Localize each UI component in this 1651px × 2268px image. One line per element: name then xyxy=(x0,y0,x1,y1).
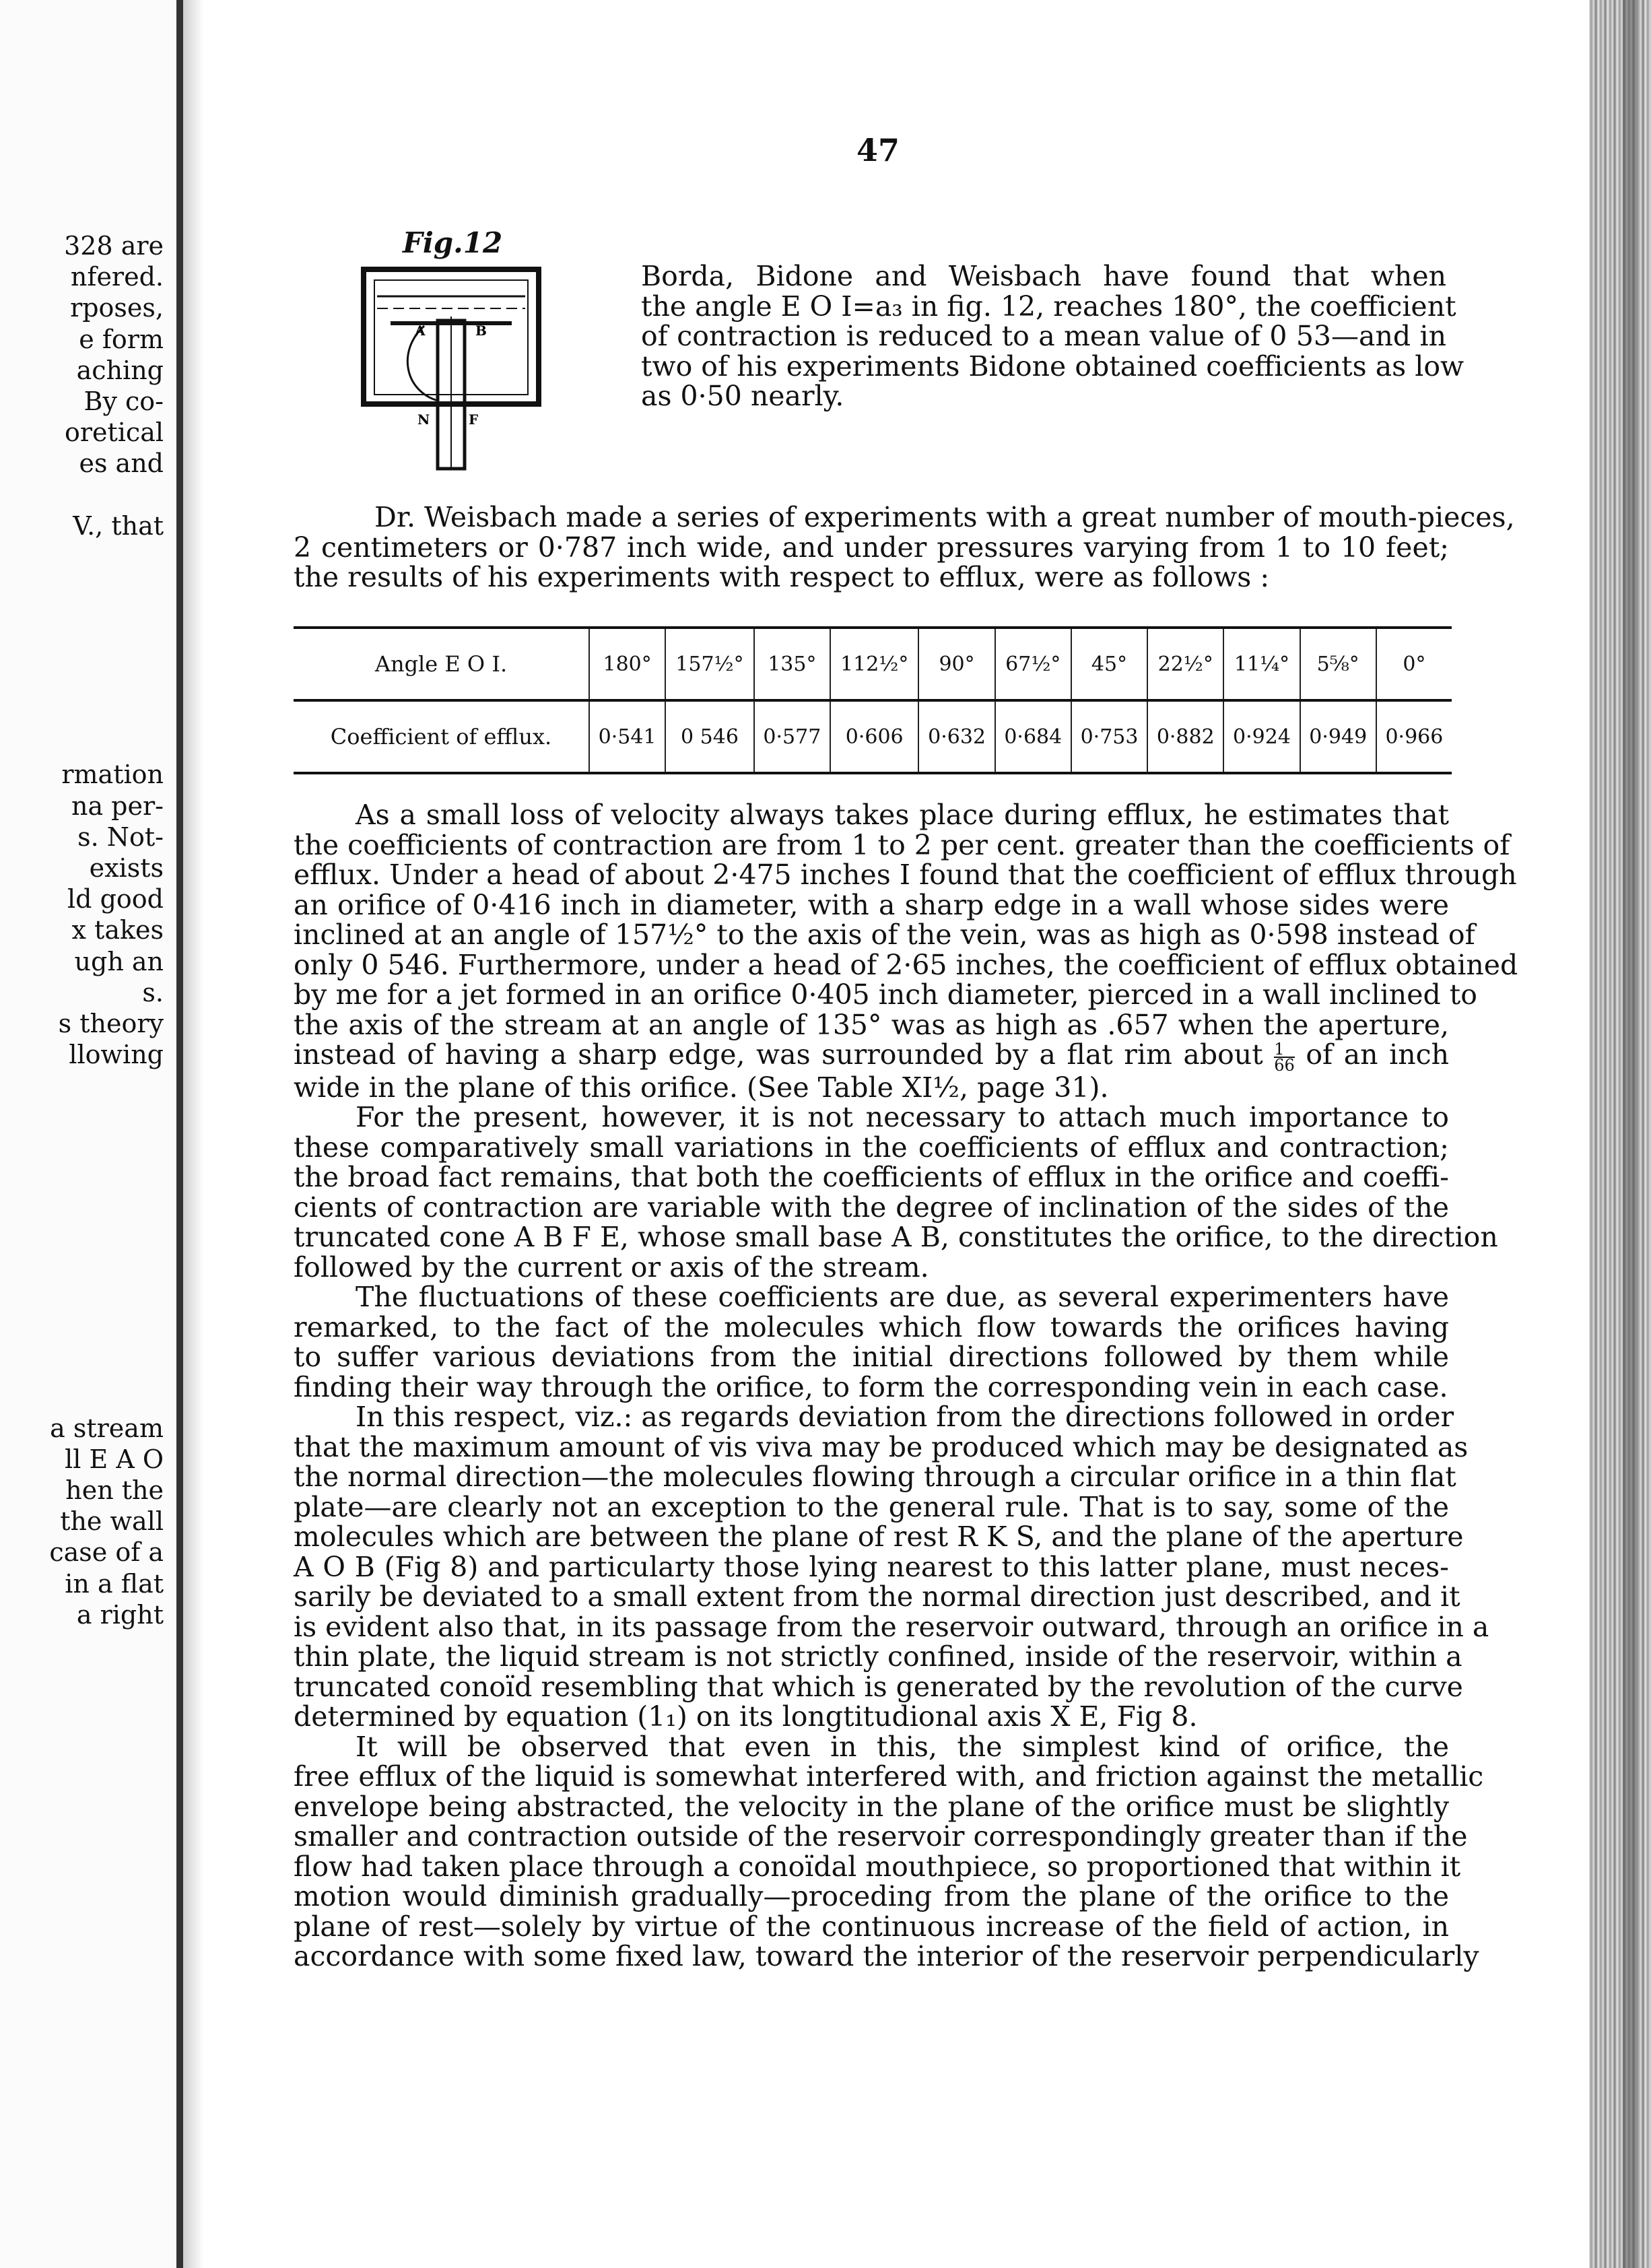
body-line: It will be observed that even in this, the simplest kind of orifice, the xyxy=(356,1730,1449,1763)
angle-cell: 135° xyxy=(754,628,830,700)
facing-page-line: na per- xyxy=(71,791,164,821)
fraction-numerator: 1 xyxy=(1274,1042,1295,1058)
coefficient-cell: 0·684 xyxy=(995,700,1071,773)
body-line: cients of contraction are variable with the degree of inclination of the sides of the xyxy=(294,1191,1449,1224)
table-row-angles xyxy=(294,628,1452,700)
body-line: smaller and contraction outside of the reservoir correspondingly greater than if the xyxy=(294,1820,1468,1853)
facing-page-line: hen the xyxy=(65,1475,164,1505)
rim-text: instead of having a sharp edge, was surrounded by a flat rim about xyxy=(294,1038,1263,1071)
body-line: the axis of the stream at an angle of 135° was as high as .657 when the aperture, xyxy=(294,1008,1449,1041)
facing-page-line: s. xyxy=(142,977,164,1007)
angle-cell: 22½° xyxy=(1147,628,1223,700)
angle-cell: 45° xyxy=(1071,628,1147,700)
weisbach-line: the results of his experiments with respect to efflux, were as follows : xyxy=(294,561,1270,593)
page-number: 47 xyxy=(856,132,900,168)
facing-page-line: es and xyxy=(79,448,164,479)
body-line: free efflux of the liquid is somewhat interfered with, and friction against the metallic xyxy=(294,1760,1484,1793)
facing-page-line: a stream xyxy=(50,1413,164,1443)
coefficient-cell: 0·924 xyxy=(1223,700,1300,773)
coefficient-cell: 0·577 xyxy=(754,700,830,773)
intro-paragraph xyxy=(641,260,1464,412)
figure-12-reservoir-diagram xyxy=(350,256,552,471)
coefficient-cell: 0·753 xyxy=(1071,700,1147,773)
table-row-label: Coefficient of efflux. xyxy=(294,700,589,773)
coefficient-cell: 0·966 xyxy=(1376,700,1452,773)
facing-page-line: ll E A O xyxy=(65,1444,164,1474)
weisbach-line: 2 centimeters or 0·787 inch wide, and under pressures varying from 1 to 10 feet; xyxy=(294,531,1449,564)
body-line: truncated conoïd resembling that which is generated by the revolution of the curve xyxy=(294,1670,1463,1703)
facing-page-line: aching xyxy=(76,355,164,385)
body-line: truncated cone A B F E, whose small base A B, constitutes the orifice, to the direction xyxy=(294,1221,1498,1253)
angle-cell: 157½° xyxy=(665,628,753,700)
intro-line: of contraction is reduced to a mean value of 0 53—and in xyxy=(641,320,1446,352)
body-line: to suffer various deviations from the initial directions followed by them while xyxy=(294,1341,1449,1373)
body-line: The fluctuations of these coefficients are due, as several experimenters have xyxy=(356,1281,1449,1313)
paragraph-variations xyxy=(294,1101,1498,1283)
coefficient-cell: 0·882 xyxy=(1147,700,1223,773)
facing-page-line: a right xyxy=(76,1599,164,1630)
facing-page-line: llowing xyxy=(69,1040,164,1070)
figure-letter-b: B xyxy=(475,323,487,339)
body-line: accordance with some fixed law, toward the interior of the reservoir perpendicularly xyxy=(294,1940,1479,1972)
page-stack-edge xyxy=(1589,0,1651,2268)
body-line: flow had taken place through a conoïdal mouthpiece, so proportioned that within it xyxy=(294,1850,1461,1883)
body-line: A O B (Fig 8) and particularty those lying nearest to this latter plane, must neces- xyxy=(294,1550,1449,1583)
facing-page-line: 328 are xyxy=(64,231,164,261)
body-line: plate—are clearly not an exception to the general rule. That is to say, some of the xyxy=(294,1490,1449,1523)
body-line: determined by equation (1₁) on its longtitudional axis X E, Fig 8. xyxy=(294,1700,1198,1733)
body-line: remarked, to the fact of the molecules which flow towards the orifices having xyxy=(294,1310,1449,1343)
facing-page-line: s theory xyxy=(58,1009,164,1038)
table-row-coefficients xyxy=(294,700,1452,773)
facing-page-line: rmation xyxy=(61,760,164,790)
body-line: thin plate, the liquid stream is not strictly confined, inside of the reservoir, within a xyxy=(294,1640,1462,1673)
facing-page-line: V., that xyxy=(73,510,164,541)
page-stack-shadow xyxy=(1623,0,1638,2268)
body-line-rim xyxy=(294,1040,1449,1073)
paragraph-fluctuations xyxy=(294,1282,1449,1402)
facing-page-line: x takes xyxy=(71,915,164,945)
intro-line: as 0·50 nearly. xyxy=(641,380,844,412)
figure-label: Fig.12 xyxy=(403,226,503,259)
body-line: only 0 546. Furthermore, under a head of 2·65 inches, the coefficient of efflux obtained xyxy=(294,948,1518,981)
body-line: efflux. Under a head of about 2·475 inches I found that the coefficient of efflux through xyxy=(294,859,1517,891)
body-line: inclined at an angle of 157½° to the axis of the vein, was as high as 0·598 instead of xyxy=(294,919,1475,951)
weisbach-line: Dr. Weisbach made a series of experiments with a great number of mouth-pieces, xyxy=(374,501,1515,533)
angle-cell: 180° xyxy=(589,628,665,700)
body-line: molecules which are between the plane of rest R K S, and the plane of the aperture xyxy=(294,1521,1464,1553)
facing-page-line: ld good xyxy=(67,884,164,914)
fraction-denominator: 66 xyxy=(1274,1055,1295,1075)
coefficient-cell: 0·949 xyxy=(1300,700,1376,773)
paragraph-deviation xyxy=(294,1401,1489,1733)
facing-page-line: exists xyxy=(89,853,164,883)
angle-cell: 67½° xyxy=(995,628,1071,700)
body-line: that the maximum amount of vis viva may be produced which may be designated as xyxy=(294,1430,1469,1463)
coefficient-cell: 0·541 xyxy=(589,700,665,773)
body-text xyxy=(294,799,1518,1972)
weisbach-paragraph xyxy=(294,501,1515,593)
paragraph-contraction xyxy=(294,799,1518,1104)
facing-page-line: nfered. xyxy=(70,262,164,292)
angle-cell: 11¼° xyxy=(1223,628,1300,700)
angle-cell: 5⅝° xyxy=(1300,628,1376,700)
paragraph-simplest-orifice xyxy=(294,1730,1484,1972)
rim-text-end: of an inch xyxy=(1306,1038,1449,1071)
facing-page-line: oretical xyxy=(64,418,164,448)
angle-cell: 90° xyxy=(918,628,995,700)
body-line: wide in the plane of this orifice. (See Table XI½, page 31). xyxy=(294,1071,1109,1104)
body-line: plane of rest—solely by virtue of the continuous increase of the field of action, in xyxy=(294,1910,1449,1943)
intro-line: the angle E O I=a₃ in fig. 12, reaches 180°, the coefficient xyxy=(641,290,1456,323)
figure-letter-n: N xyxy=(417,411,430,428)
body-line: sarily be deviated to a small extent from the normal direction just described, and it xyxy=(294,1580,1460,1613)
body-line: by me for a jet formed in an orifice 0·405 inch diameter, pierced in a wall inclined to xyxy=(294,978,1477,1011)
facing-page-fragment xyxy=(0,0,185,2268)
fraction xyxy=(1274,1039,1295,1075)
coefficient-cell: 0·606 xyxy=(830,700,918,773)
body-line: the normal direction—the molecules flowing through a circular orifice in a thin flat xyxy=(294,1461,1456,1493)
intro-line: two of his experiments Bidone obtained coefficients as low xyxy=(641,349,1464,382)
body-line: For the present, however, it is not necessary to attach much importance to xyxy=(356,1101,1449,1133)
coefficient-cell: 0·632 xyxy=(918,700,995,773)
body-line: followed by the current or axis of the stream. xyxy=(294,1250,929,1283)
facing-page-line: e form xyxy=(79,324,164,354)
book-gutter xyxy=(183,0,203,2268)
angle-cell: 112½° xyxy=(830,628,918,700)
facing-page-line: the wall xyxy=(60,1506,164,1537)
body-line: an orifice of 0·416 inch in diameter, with a sharp edge in a wall whose sides were xyxy=(294,888,1449,921)
angle-cell: 0° xyxy=(1376,628,1452,700)
body-line: motion would diminish gradually—proceding from the plane of the orifice to the xyxy=(294,1880,1449,1912)
figure-letter-a: A xyxy=(415,323,426,339)
body-line: In this respect, viz.: as regards deviation from the directions followed in order xyxy=(356,1401,1454,1433)
body-line: is evident also that, in its passage from the reservoir outward, through an orifice in a xyxy=(294,1610,1489,1643)
body-line: envelope being abstracted, the velocity in the plane of the orifice must be slightly xyxy=(294,1790,1449,1823)
table-row-label: Angle E O I. xyxy=(294,628,589,700)
body-line: As a small loss of velocity always takes place during efflux, he estimates that xyxy=(356,799,1449,831)
facing-page-line: s. Not- xyxy=(77,822,164,852)
facing-page-edge xyxy=(176,0,183,2268)
facing-page-line: ugh an xyxy=(74,946,164,976)
facing-page-line: rposes, xyxy=(70,293,164,323)
body-line: finding their way through the orifice, to form the corresponding vein in each case. xyxy=(294,1370,1448,1403)
coefficient-cell: 0 546 xyxy=(665,700,753,773)
facing-page-line: in a flat xyxy=(65,1568,164,1599)
body-line: the broad fact remains, that both the coefficients of efflux in the orifice and coeffi- xyxy=(294,1161,1449,1193)
facing-page-line: By co- xyxy=(83,387,164,416)
body-line: the coefficients of contraction are from 1 to 2 per cent. greater than the coefficients of xyxy=(294,828,1510,861)
figure-letter-f: F xyxy=(469,411,479,428)
body-line: these comparatively small variations in the coefficients of efflux and contraction; xyxy=(294,1131,1449,1164)
facing-page-line: case of a xyxy=(49,1537,164,1568)
efflux-coefficient-table xyxy=(294,626,1452,774)
intro-line: Borda, Bidone and Weisbach have found that when xyxy=(641,260,1446,292)
